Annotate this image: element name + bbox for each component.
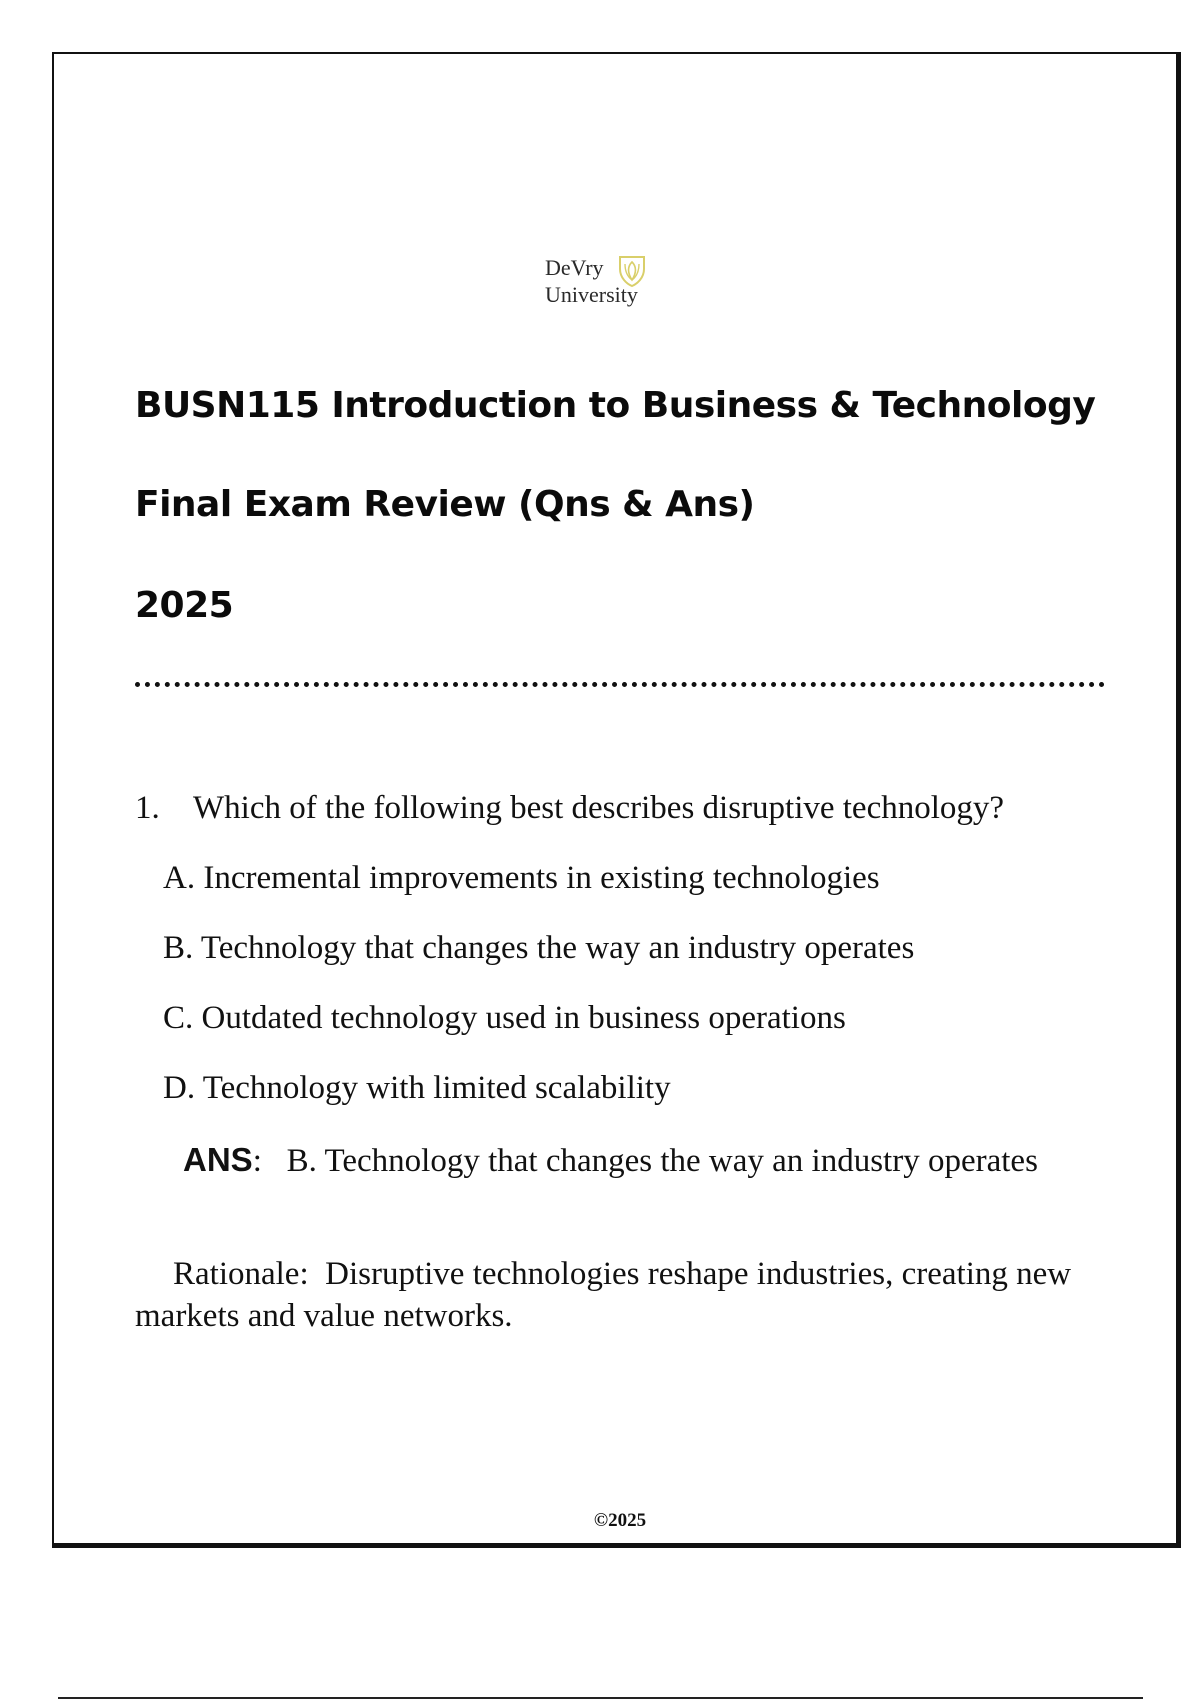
option-a: A. Incremental improvements in existing technologies [163, 860, 880, 896]
document-year: 2025 [135, 585, 234, 626]
option-c: C. Outdated technology used in business operations [163, 1000, 846, 1036]
university-logo [545, 254, 655, 318]
rationale [135, 1253, 1115, 1337]
document-title: BUSN115 Introduction to Business & Technology [135, 385, 1096, 426]
answer-text: B. Technology that changes the way an industry operates [286, 1143, 1038, 1179]
answer: ANS: B. Technology that changes the way an industry operates [135, 1140, 1115, 1181]
copyright-footer: ©2025 [593, 1510, 647, 1531]
rationale-label: Rationale: [173, 1256, 309, 1292]
dotted-divider [135, 682, 1105, 687]
question-1 [135, 790, 1004, 827]
rationale-text: Disruptive technologies reshape industries, creating new markets and value networks. [135, 1256, 1072, 1334]
logo-line-2: University [545, 282, 638, 307]
bottom-rule [58, 1697, 1143, 1699]
question-number: 1. [135, 790, 160, 826]
option-b: B. Technology that changes the way an industry operates [163, 930, 915, 966]
document-subtitle: Final Exam Review (Qns & Ans) [135, 484, 755, 525]
answer-label: ANS [183, 1141, 253, 1178]
option-d: D. Technology with limited scalability [163, 1070, 671, 1106]
shield-icon [617, 254, 647, 288]
question-text: Which of the following best describes disruptive technology? [193, 790, 1005, 826]
logo-line-1: DeVry [545, 255, 604, 280]
